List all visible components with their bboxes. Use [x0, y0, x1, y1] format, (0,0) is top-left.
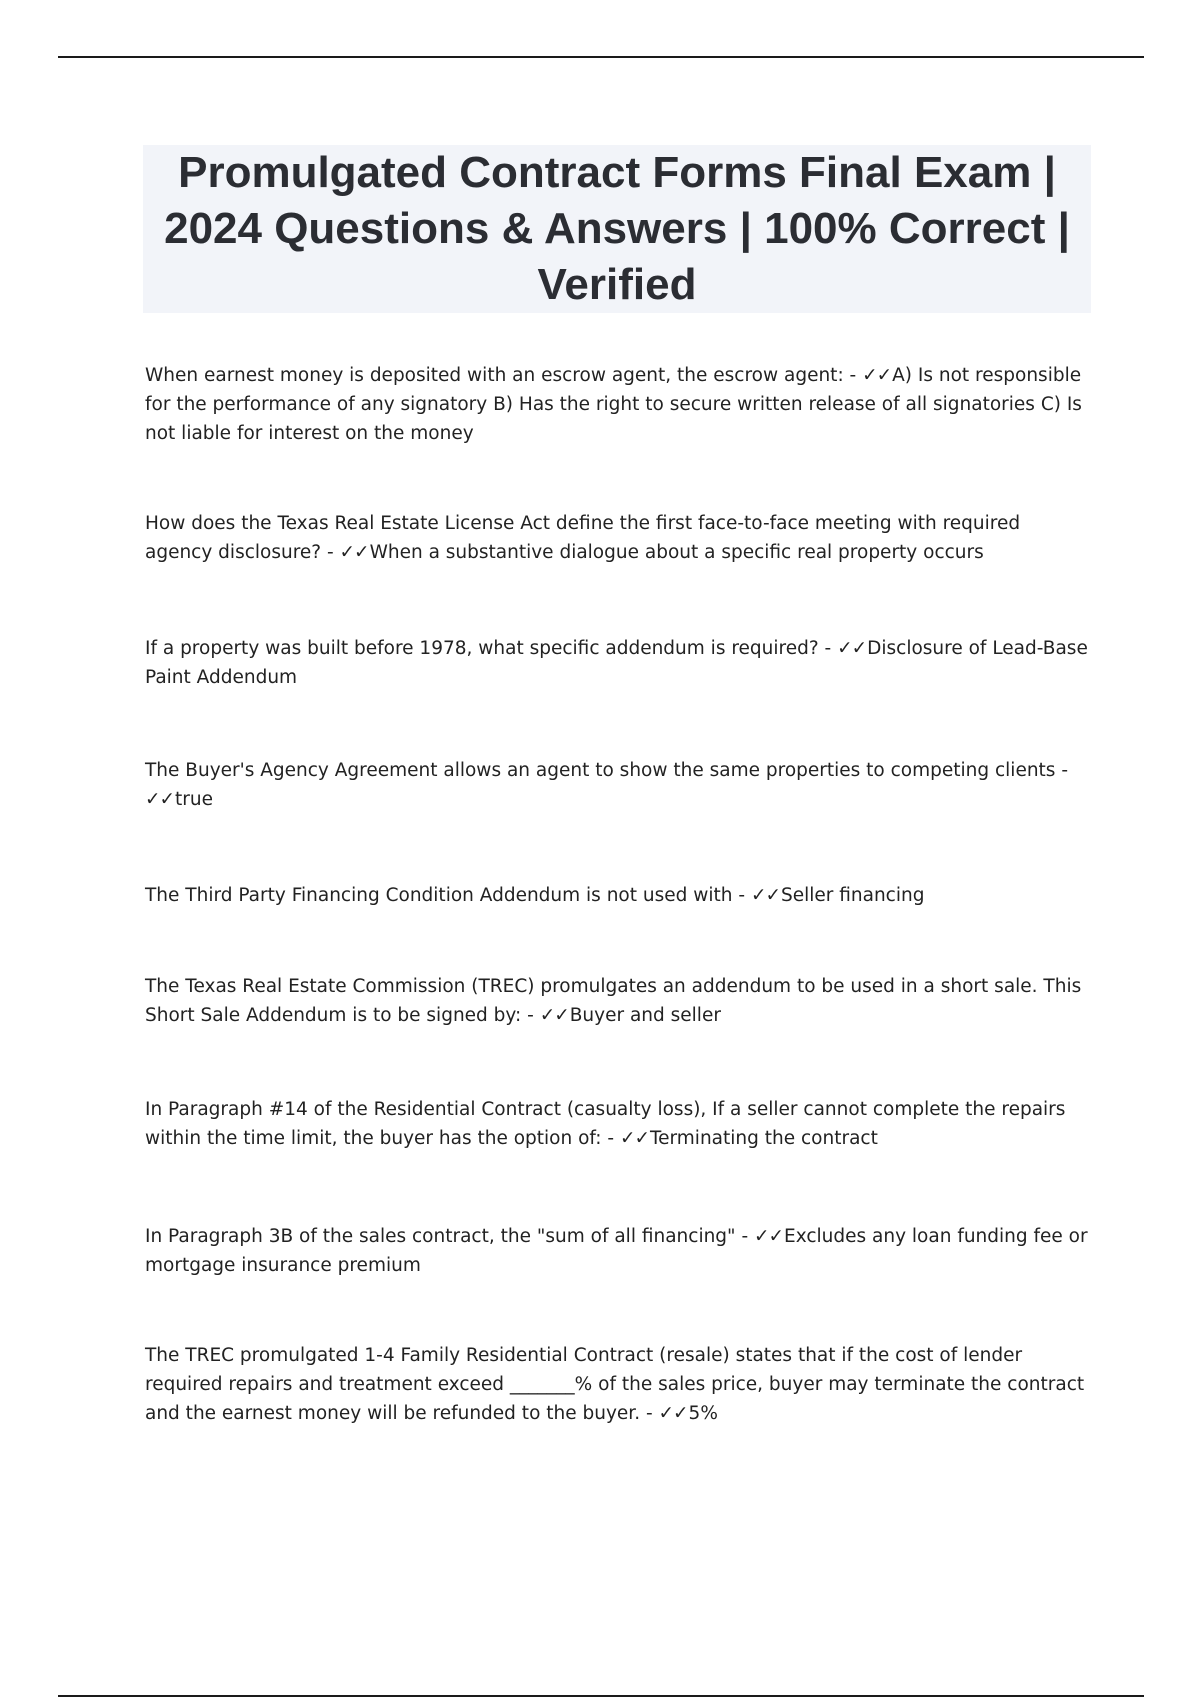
answer-text: Seller financing: [780, 885, 925, 906]
check-icon: ✓✓: [750, 885, 780, 906]
qa-item: [145, 1095, 1090, 1153]
check-icon: ✓✓: [837, 638, 867, 659]
check-icon: ✓✓: [658, 1403, 688, 1424]
qa-item: [145, 361, 1090, 448]
check-icon: ✓✓: [145, 789, 175, 810]
check-icon: ✓✓: [339, 542, 369, 563]
bottom-rule: [58, 1695, 1144, 1697]
answer-text: Disclosure of Lead-Base Paint Addendum: [145, 638, 1088, 688]
qa-item: [145, 756, 1090, 814]
check-icon: ✓✓: [862, 365, 892, 386]
answer-text: Buyer and seller: [569, 1005, 721, 1026]
question-text: The Third Party Financing Condition Addendum is not used with -: [145, 885, 751, 906]
qa-item: [145, 509, 1090, 567]
top-rule: [58, 56, 1144, 58]
answer-text: Excludes any loan funding fee or mortgage insurance premium: [145, 1226, 1088, 1276]
answer-text: Terminating the contract: [649, 1128, 878, 1149]
question-text: When earnest money is deposited with an escrow agent, the escrow agent: -: [145, 365, 863, 386]
page-title: Promulgated Contract Forms Final Exam | 2024 Questions & Answers | 100% Correct | Verified: [164, 148, 1070, 309]
title-banner: [143, 145, 1091, 313]
qa-item: [145, 1341, 1090, 1428]
question-text: In Paragraph 3B of the sales contract, the "sum of all financing" -: [145, 1226, 755, 1247]
question-text: The Buyer's Agency Agreement allows an agent to show the same properties to competing clients -: [145, 760, 1068, 781]
qa-item: [145, 634, 1090, 692]
question-text: If a property was built before 1978, what specific addendum is required? -: [145, 638, 838, 659]
question-text: In Paragraph #14 of the Residential Contract (casualty loss), If a seller cannot complete the repairs within the time limit, the buyer has the option of: -: [145, 1099, 1066, 1149]
question-text: The Texas Real Estate Commission (TREC) promulgates an addendum to be used in a short sale. This Short Sale Addendum is to be signed by: -: [145, 976, 1082, 1026]
answer-text: 5%: [688, 1403, 718, 1424]
answer-text: A) Is not responsible for the performance of any signatory B) Has the right to secure written release of all signatories C) Is not liable for interest on the money: [145, 365, 1082, 444]
qa-item: [145, 972, 1090, 1030]
question-text: How does the Texas Real Estate License Act define the first face-to-face meeting with required agency disclosure? -: [145, 513, 1021, 563]
check-icon: ✓✓: [539, 1005, 569, 1026]
qa-item: [145, 1222, 1090, 1280]
answer-text: When a substantive dialogue about a specific real property occurs: [369, 542, 984, 563]
question-text: The TREC promulgated 1-4 Family Residential Contract (resale) states that if the cost of lender required repairs and treatment exceed _______% of the sales price, buyer may terminate the contract and the earnest money will be refunded to the buyer. -: [145, 1345, 1085, 1424]
qa-item: [145, 881, 1090, 910]
answer-text: true: [175, 789, 213, 810]
check-icon: ✓✓: [619, 1128, 649, 1149]
check-icon: ✓✓: [754, 1226, 784, 1247]
